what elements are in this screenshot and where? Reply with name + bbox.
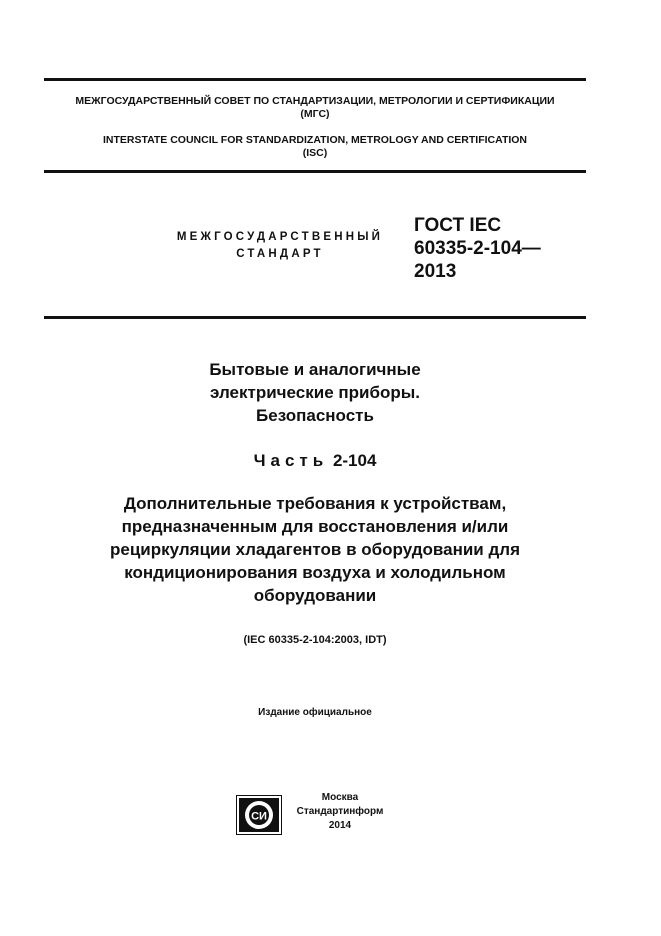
standard-number [414, 214, 541, 283]
publisher-year: 2014 [328, 820, 352, 831]
publisher-block [292, 791, 388, 833]
standard-label-line1: МЕЖГОСУДАРСТВЕННЫЙ [176, 231, 384, 243]
document-title [44, 358, 586, 427]
council-en [44, 134, 586, 160]
standard-number-line1: ГОСТ IEC [414, 215, 502, 236]
document-subtitle [44, 492, 586, 607]
header-rule [44, 170, 586, 173]
title-line2: электрические приборы. [210, 383, 420, 402]
title-line3: Безопасность [256, 406, 374, 425]
subtitle-line5: оборудовании [253, 586, 377, 605]
part-word: Часть [253, 451, 329, 470]
subtitle-line1: Дополнительные требования к устройствам, [123, 494, 507, 513]
standard-label-line2: СТАНДАРТ [236, 248, 324, 260]
top-rule [44, 78, 586, 81]
iec-reference: (IEC 60335-2-104:2003, IDT) [243, 634, 387, 646]
title-line1: Бытовые и аналогичные [209, 360, 421, 379]
standard-number-line3: 2013 [414, 261, 457, 282]
subtitle-line2: предназначенным для восстановления и/или [121, 517, 509, 536]
council-ru-abbr: (МГС) [300, 108, 330, 120]
part-heading [44, 450, 586, 472]
standard-label [160, 229, 400, 263]
council-en-name: INTERSTATE COUNCIL FOR STANDARDIZATION, METROLOGY AND CERTIFICATION [102, 134, 528, 146]
standard-number-line2: 60335-2-104— [414, 238, 541, 259]
logo-lettering: СИ [251, 810, 267, 823]
part-number: 2-104 [332, 451, 377, 470]
title-rule [44, 316, 586, 319]
publisher-name: Стандартинформ [296, 806, 384, 817]
publisher-city: Москва [321, 792, 359, 803]
subtitle-line4: кондиционирования воздуха и холодильном [124, 563, 506, 582]
edition-note: Издание официальное [258, 707, 372, 718]
council-ru [44, 95, 586, 121]
standartinform-logo-icon [236, 795, 282, 835]
council-ru-name: МЕЖГОСУДАРСТВЕННЫЙ СОВЕТ ПО СТАНДАРТИЗАЦИИ, МЕТРОЛОГИИ И СЕРТИФИКАЦИИ [75, 95, 555, 107]
council-en-abbr: (ISC) [302, 147, 328, 159]
subtitle-line3: рециркуляции хладагентов в оборудовании для [110, 540, 520, 559]
